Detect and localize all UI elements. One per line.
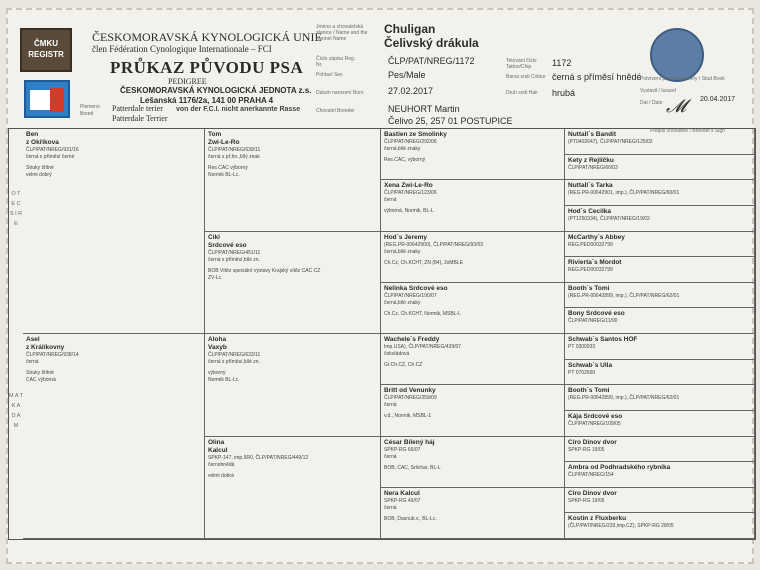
cell-text: SPKP-147, imp.5R0, ČLP/PAT/NREG/449/12 [208, 454, 309, 461]
cell-text: (REG.PR-00642900), ČLP/PAT/NREG/93/03 [384, 241, 484, 248]
cell-text: černá,bílé znaky [384, 146, 421, 152]
cell-text: Nuttall´s Tarka [568, 182, 613, 190]
cell-text: Aloha [208, 336, 227, 343]
cell-text: Vaxyb [208, 344, 227, 351]
cell-text: Bony Srdcové eso [568, 310, 625, 318]
cell-text: REG.PED00032799 [568, 241, 613, 248]
pedigree-cell [565, 308, 755, 334]
cell-text: černá s příměsí,bílé zn. [208, 359, 260, 365]
cell-text: Hod´s Jeremy [384, 233, 427, 241]
cell-text: černá s př.hn.,bílý znak [208, 154, 260, 160]
pedigree-cell [381, 488, 565, 539]
cell-text: černá [384, 504, 397, 511]
dam-side-label: M A T K A D A M [9, 393, 25, 429]
pedigree-cell [205, 232, 381, 335]
cell-text: Nuttall´s Bandit [568, 131, 617, 138]
document-subtitle: PEDIGREE [168, 77, 207, 86]
pedigree-cell [23, 129, 205, 334]
pedigree-cell [565, 488, 755, 514]
cell-text: černá [384, 453, 397, 460]
pedigree-cell [23, 334, 205, 539]
cell-text: Tom [208, 131, 222, 138]
cell-text: PT 0300933 [568, 344, 596, 350]
cell-text: ČLP/PAT/NREG/123/06 [384, 190, 437, 197]
cell-text: černohnědá [208, 461, 235, 468]
cell-text: Olina [208, 438, 225, 446]
cell-text: v.d., Normik, MSBL-1 [384, 413, 432, 420]
cell-text: McCarthy´s Abbey [568, 233, 625, 241]
cell-text: ČLP/PAT/NREG/633/11 [208, 352, 261, 358]
pedigree-cell [381, 232, 565, 283]
breeder-label: Chovatel Breeder [316, 108, 355, 114]
cell-text: ČLP/PAT/NREG/154 [568, 472, 614, 479]
pedigree-cell [381, 385, 565, 436]
cell-text: Schwab´s Santos HOF [568, 336, 638, 343]
cell-text: (REG.PR-00642899, imp.), ČLP/PAT/NREG/62/01 [568, 395, 680, 402]
cell-text: ČLP/PAT/NREG/938/14 [26, 352, 79, 358]
signature: 𝓜 [666, 96, 687, 117]
org-member: člen Fédération Cynologique Internationale – FCI [92, 44, 272, 54]
cell-text: Schwab´s Ulla [568, 361, 613, 369]
cell-text: Struky štítné [26, 370, 54, 376]
cmku-logo [24, 80, 70, 118]
dog-name-line2: Čelivský drákula [384, 36, 479, 50]
cell-text: César Bílený háj [384, 438, 435, 446]
cell-text: Xena Zwi-Le-Ro [384, 182, 433, 190]
pedigree-cell [381, 283, 565, 334]
pedigree-cell [565, 411, 755, 437]
cell-text: Zwi-Le-Ro [208, 139, 240, 146]
pedigree-cell [565, 437, 755, 463]
cell-text: ČLP/PAT/NREG/109/05 [568, 420, 621, 427]
pedigree-cell [565, 283, 755, 309]
cell-text: Ciro Dinov dvor [568, 489, 617, 497]
pedigree-cell [381, 334, 565, 385]
cell-text: Ch.Cz, Ch.KCHT, ZN (84), 2xMBLE [384, 259, 463, 266]
pedigree-grid [8, 128, 756, 540]
breeder-name: NEUHORT Martin [388, 104, 460, 114]
cell-text: Rivierta´s Mordot [568, 259, 622, 267]
cell-text: Normik BL-Lc. [208, 377, 240, 383]
cell-text: BOB, CAC, Srlichar, BL-L [384, 464, 441, 471]
cell-text: Ambra od Podhradského rybníka [568, 464, 671, 472]
club-name: ČESKOMORAVSKÁ KYNOLOGICKÁ JEDNOTA z.s. [120, 86, 312, 95]
cell-text: Srdcové eso [208, 241, 247, 249]
cell-text: černá [384, 197, 397, 204]
issued-label: Vystavil / Issued [640, 88, 676, 94]
cell-text: ZV-Lc. [208, 274, 223, 281]
pedigree-cell [565, 129, 755, 155]
cell-text: Nera Kalcul [384, 489, 420, 497]
pedigree-cell [381, 437, 565, 488]
cell-text: Ciro Dinov dvor [568, 438, 617, 446]
issue-date: 20.04.2017 [700, 96, 736, 103]
breed-label: Plemeno Breed [80, 104, 100, 117]
pedigree-cell [565, 513, 755, 539]
cell-text: (PT1250334), ČLP/PAT/NREG/19/02 [568, 215, 650, 222]
pedigree-cell [205, 437, 381, 540]
color-value: černá s příměsí hnědé [552, 72, 642, 82]
cell-text: ČLP/PAT/NREG/451/11 [208, 249, 261, 256]
breed-cz: Patterdale terier [112, 104, 163, 113]
cell-text: Kety z Rejlíčku [568, 156, 614, 164]
cell-text: ČLP/PAT/NREG/931/16 [26, 147, 79, 153]
dob-label: Datum narození Born [316, 90, 364, 96]
cell-text: CAC výborná [26, 377, 56, 383]
sire-side-label: O T E C S I R E [9, 191, 26, 227]
breed-en: Patterdale Terrier [112, 114, 168, 123]
cell-text: BOB, Dasnub.v., BL-Lc. [384, 515, 437, 522]
cell-text: (REG.PR-00642901, imp.), ČLP/PAT/NREG/60/01 [568, 190, 680, 197]
cell-text: REG.PED00032799 [568, 267, 613, 274]
breeder-address: Čelivo 25, 257 01 POSTUPICE [388, 116, 513, 126]
cell-text: SPKP-RG 19/05 [568, 497, 605, 504]
pedigree-cell [565, 232, 755, 258]
cell-text: černá s příměsí,bílé zn. [208, 256, 260, 263]
cell-text: BOB Vítěz speciální výstavy Krajský vítěz CAC CZ [208, 267, 321, 274]
cell-text: (REG.PR-00642899, imp.), ČLP/PAT/NREG/62/01 [568, 292, 680, 299]
date-label: Dat / Date [640, 100, 663, 106]
cell-text: Res.CAC, výborný [384, 157, 426, 163]
cell-text: Kalcul [208, 446, 228, 454]
cell-text: Nelinka Srdcové eso [384, 284, 448, 292]
pedigree-cell [381, 129, 565, 180]
hair-label: Druh srsti Hair [506, 90, 538, 96]
pedigree-cell [565, 360, 755, 386]
cell-text: Booth´s Tomi [568, 284, 610, 292]
tattoo-value: 1172 [552, 58, 572, 68]
cell-text: ČLP/PAT/NREG/639/11 [208, 147, 261, 153]
cell-text: Wachele´s Freddy [384, 336, 440, 343]
cell-text: výborná, Normik, BL-L [384, 208, 434, 215]
cell-text: Struky štítné [26, 165, 54, 171]
cell-text: (PT0402647), ČLP/PAT/NREG/125/02 [568, 139, 653, 145]
cell-text: výborný [208, 370, 226, 376]
pedigree-cell [565, 462, 755, 488]
pedigree-cell [565, 206, 755, 232]
cell-text: černá,bílé znaky [384, 248, 421, 255]
cell-text: SPKP-RG 19/05 [568, 446, 605, 453]
name-label: Jméno a chovatelská stanice / Name and the Kennel Name [316, 24, 368, 42]
cell-text: Booth´s Tomi [568, 387, 610, 395]
cell-text: čokoládová [384, 351, 410, 357]
cell-text: Kostin z Fluxberku [568, 515, 627, 523]
cell-text: černá,bílé znaky [384, 299, 421, 306]
cell-text: PT 0702660 [568, 369, 596, 376]
pedigree-cell [205, 334, 381, 437]
cell-text: Bastien ze Smolinky [384, 131, 447, 138]
cell-text: černá [26, 359, 39, 365]
reg-number: ČLP/PAT/NREG/1172 [388, 56, 475, 66]
cell-text: velmi dobrá [208, 472, 234, 479]
color-label: Barva srsti Colour [506, 74, 546, 80]
pedigree-cell [565, 180, 755, 206]
cell-text: SPKP-RG 66/07 [384, 446, 421, 453]
cell-text: černá [384, 402, 397, 409]
dob-value: 27.02.2017 [388, 86, 434, 96]
cell-text: černá s příměsí černé [26, 154, 75, 160]
hair-value: hrubá [552, 88, 576, 98]
pedigree-cell [565, 385, 755, 411]
cell-text: ČLP/PAT/NREG/190/07 [384, 292, 437, 299]
cell-text: Ben [26, 131, 39, 138]
cell-text: ČLP/PAT/NREG/66/03 [568, 164, 618, 171]
pedigree-cell [565, 257, 755, 283]
cell-text: Res.CAC výborný [208, 165, 248, 171]
dog-name-line1: Chuligan [384, 22, 436, 36]
cell-text: velmi dobrý [26, 172, 52, 178]
cell-text: Imp.USA), ČLP/PAT/NREG/439/07 [384, 344, 462, 350]
reg-label: Číslo zápisu Reg. Nr. [316, 56, 356, 68]
stud-book-seal [650, 28, 704, 82]
cell-text: ČLP/PAT/NREG/11/00 [568, 318, 618, 325]
org-name: ČESKOMORAVSKÁ KYNOLOGICKÁ UNIE [92, 30, 322, 44]
tattoo-label: Tetování číslo Tattoo/Chip [506, 58, 537, 70]
cell-text: Gr.Ch.CZ, Ch.CZ [384, 362, 423, 368]
registry-stamp: ČMKU REGISTR [20, 28, 72, 72]
cell-text: Normik BL-Lc. [208, 172, 240, 178]
cell-text: ČLP/PAT/NREG/359/09 [384, 395, 437, 402]
pedigree-cell [565, 155, 755, 181]
fci-note: von der F.C.I. nicht anerkannte Rasse [176, 106, 301, 113]
signature-label: Podpis chovatele / Breeder's Sign [650, 128, 725, 134]
cell-text: Ciki [208, 233, 220, 241]
cell-text: z Králíkovny [26, 344, 65, 351]
document-title: PRŮKAZ PŮVODU PSA [110, 58, 304, 77]
cell-text: Britt od Venunky [384, 387, 436, 395]
sex-value: Pes/Male [388, 70, 426, 80]
sex-label: Pohlaví Sex [316, 72, 343, 78]
cell-text: Asel [26, 336, 40, 343]
cell-text: Kája Srdcové eso [568, 412, 623, 420]
cell-text: ČLP/PAT/NREG/292/06 [384, 139, 437, 145]
pedigree-cell [205, 129, 381, 232]
pedigree-cell [565, 334, 755, 360]
cell-text: (ČLP/PAT/NREG/233,imp.CZ), SPKP-RG 28/05 [568, 523, 674, 530]
studbook-label: Potvrzení plemenné knihy / Stud Book [640, 76, 725, 82]
cell-text: Ch.Cz, Ch.KCHT, Normik, MSBL-L [384, 310, 461, 317]
pedigree-cell [381, 180, 565, 231]
cell-text: z Okříkova [26, 139, 59, 146]
club-address: Lešanská 1176/2a, 141 00 PRAHA 4 [140, 96, 274, 105]
cell-text: SPKP-RG 49/07 [384, 497, 421, 504]
cell-text: Hod´s Cecilka [568, 207, 611, 215]
